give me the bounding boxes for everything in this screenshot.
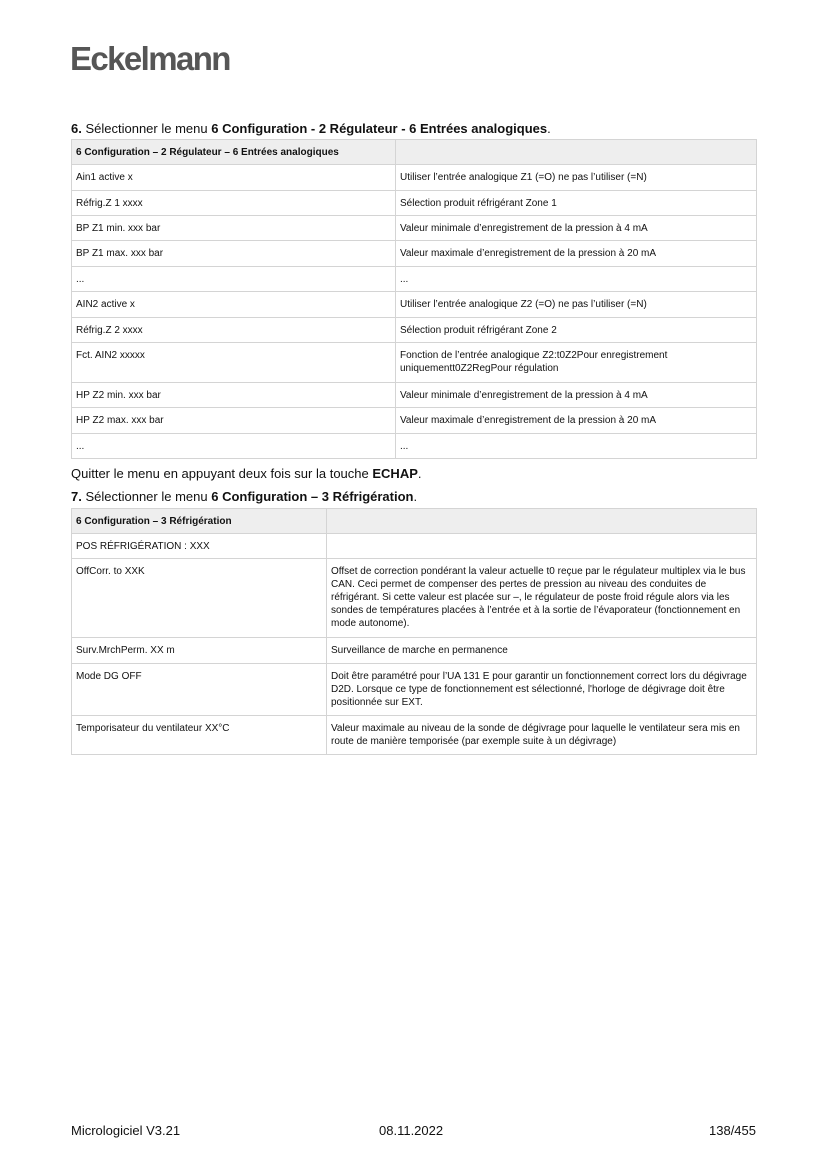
step-6-number: 6. — [71, 121, 82, 136]
step-7-text: Sélectionner le menu — [85, 489, 208, 504]
description-cell: Utiliser l’entrée analogique Z1 (=O) ne pas l’utiliser (=N) — [396, 165, 757, 191]
step-7-instruction — [71, 489, 417, 505]
table-row — [72, 664, 757, 716]
parameter-cell: ... — [72, 434, 396, 459]
step-7-menu-path: 6 Configuration – 3 Réfrigération — [211, 489, 414, 504]
echap-key-label: ECHAP — [372, 466, 418, 481]
description-cell — [327, 534, 757, 559]
table-row — [72, 638, 757, 664]
table-row — [72, 165, 757, 191]
description-cell: Offset de correction pondérant la valeur actuelle t0 reçue par le régulateur multiplex via le bus CAN. Ceci permet de compenser des pertes de pression au niveau des conduites de réfrigérant. Si cette valeur est placée sur –, le régulateur de poste froid régule alors via les sondes de températures placées à l’entrée et à la sortie de l’évaporateur (fonctionnement en mode autonome). — [327, 559, 757, 638]
step-6-instruction — [71, 121, 551, 137]
quit-note-end: . — [417, 466, 422, 481]
eckelmann-logo: Eckelmann — [70, 40, 230, 77]
step-7-number: 7. — [71, 489, 82, 504]
parameter-cell: BP Z1 min. xxx bar — [72, 216, 396, 241]
quit-menu-note — [71, 466, 422, 482]
description-cell: Valeur maximale d’enregistrement de la pression à 20 mA — [396, 408, 757, 434]
parameter-cell: Temporisateur du ventilateur XX°C — [72, 716, 327, 755]
table-row — [72, 383, 757, 408]
description-cell: ... — [396, 434, 757, 459]
step-6-end: . — [547, 121, 551, 136]
step-6-text: Sélectionner le menu — [85, 121, 208, 136]
table-row — [72, 216, 757, 241]
parameter-cell: Surv.MrchPerm. XX m — [72, 638, 327, 664]
step-7-end: . — [413, 489, 418, 504]
parameter-cell: HP Z2 min. xxx bar — [72, 383, 396, 408]
description-cell: Fonction de l’entrée analogique Z2:t0Z2Pour enregistrement uniquementt0Z2RegPour régulation — [396, 343, 757, 383]
parameter-cell: HP Z2 max. xxx bar — [72, 408, 396, 434]
table-row — [72, 534, 757, 559]
refrigeration-table — [71, 508, 757, 755]
footer-firmware-version: Micrologiciel V3.21 — [71, 1123, 181, 1138]
parameter-cell: BP Z1 max. xxx bar — [72, 241, 396, 267]
description-cell: Sélection produit réfrigérant Zone 1 — [396, 191, 757, 216]
description-cell: Valeur minimale d’enregistrement de la pression à 4 mA — [396, 216, 757, 241]
description-cell: Surveillance de marche en permanence — [327, 638, 757, 664]
description-cell: ... — [396, 267, 757, 292]
footer-date: 08.11.2022 — [379, 1123, 444, 1138]
step-6-menu-path: 6 Configuration - 2 Régulateur - 6 Entrées analogiques — [211, 121, 548, 136]
table-header-row — [72, 140, 757, 165]
description-cell: Valeur maximale au niveau de la sonde de dégivrage pour laquelle le ventilateur sera mis en route de manière temporisée (par exemple suite à un dégivrage) — [327, 716, 757, 755]
description-cell: Valeur maximale d’enregistrement de la pression à 20 mA — [396, 241, 757, 267]
description-cell: Doit être paramétré pour l’UA 131 E pour garantir un fonctionnement correct lors du dégivrage D2D. Lorsque ce type de fonctionnement est sélectionné, l'horloge de dégivrage doit être positionnée sur EXT. — [327, 664, 757, 716]
table-row — [72, 292, 757, 318]
footer-page-number: 138/455 — [709, 1123, 756, 1138]
description-cell: Utiliser l’entrée analogique Z2 (=O) ne pas l’utiliser (=N) — [396, 292, 757, 318]
table-row — [72, 343, 757, 383]
description-cell: Valeur minimale d’enregistrement de la pression à 4 mA — [396, 383, 757, 408]
parameter-cell: Ain1 active x — [72, 165, 396, 191]
description-cell: Sélection produit réfrigérant Zone 2 — [396, 318, 757, 343]
parameter-cell: Mode DG OFF — [72, 664, 327, 716]
table-row — [72, 434, 757, 459]
table-header-cell — [327, 509, 757, 534]
parameter-cell: ... — [72, 267, 396, 292]
parameter-cell: AIN2 active x — [72, 292, 396, 318]
table-header-cell: 6 Configuration – 3 Réfrigération — [72, 509, 327, 534]
table-row — [72, 191, 757, 216]
table-row — [72, 559, 757, 638]
table-header-row — [72, 509, 757, 534]
table-row — [72, 267, 757, 292]
table-header-cell — [396, 140, 757, 165]
parameter-cell: OffCorr. to XXK — [72, 559, 327, 638]
analog-inputs-table — [71, 139, 757, 459]
parameter-cell: POS RÉFRIGÉRATION : XXX — [72, 534, 327, 559]
quit-note-text: Quitter le menu en appuyant deux fois sur la touche — [71, 466, 369, 481]
table-row — [72, 408, 757, 434]
parameter-cell: Fct. AIN2 xxxxx — [72, 343, 396, 383]
table-row — [72, 241, 757, 267]
table-header-cell: 6 Configuration – 2 Régulateur – 6 Entrées analogiques — [72, 140, 396, 165]
table-row — [72, 318, 757, 343]
parameter-cell: Réfrig.Z 2 xxxx — [72, 318, 396, 343]
table-row — [72, 716, 757, 755]
parameter-cell: Réfrig.Z 1 xxxx — [72, 191, 396, 216]
